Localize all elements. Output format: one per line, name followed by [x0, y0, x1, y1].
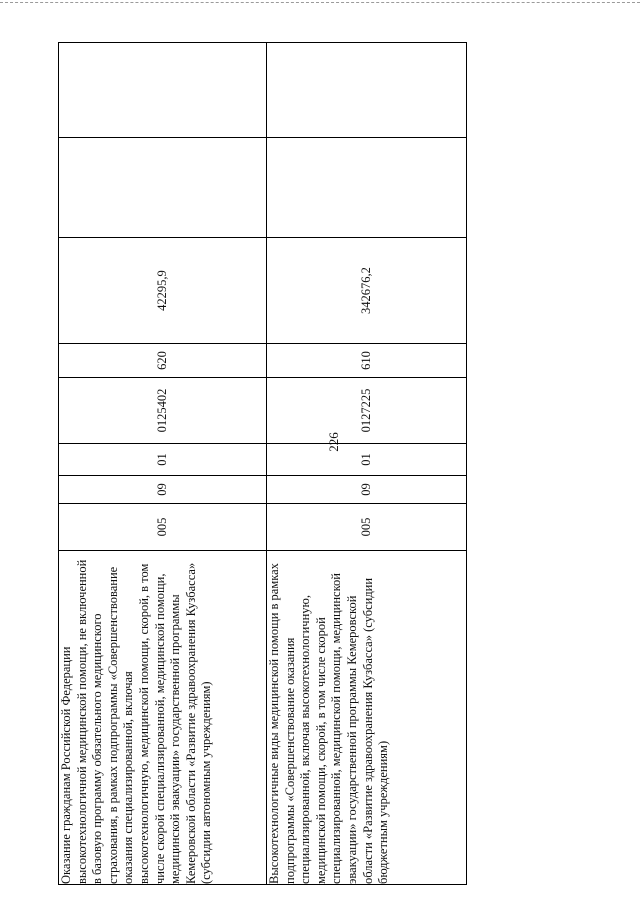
target-article-code: 0127225 — [267, 378, 467, 444]
target-article-code: 0125402 — [59, 378, 267, 444]
section-code: 09 — [59, 476, 267, 504]
empty-cell — [267, 138, 467, 238]
expense-type-code: 610 — [267, 344, 467, 378]
section-code: 09 — [267, 476, 467, 504]
subsection-code: 01 — [267, 444, 467, 476]
row-description: Оказание гражданам Российской Федерации высокотехнологичной медицинской помощи, не включенной в базовую программу обязательного медицинского страхования, в рамках подпрограммы «Совершенствование оказания специализированной, включая высокотехнологичную, медицинской помощи, скорой, в том числе скорой специализированной, медицинской помощи, медицинской эвакуации» государственной программы Кемеровской области «Развитие здравоохранения Кузбасса» (субсидии автономным учреждениям) — [59, 551, 267, 885]
expense-type-code: 620 — [59, 344, 267, 378]
ministry-code: 005 — [59, 504, 267, 551]
subsection-code: 01 — [59, 444, 267, 476]
row-description: Высокотехнологичные виды медицинской помощи в рамках подпрограммы «Совершенствование оказания специализированной, включая высокотехнологичную, медицинской помощи, скорой, в том числе скорой специализированной, медицинской помощи, медицинской эвакуации» государственной программы Кемеровской области «Развитие здравоохранения Кузбасса» (субсидии бюджетным учреждениям) — [267, 551, 467, 885]
budget-table — [58, 42, 467, 885]
amount-value: 342676,2 — [267, 238, 467, 344]
empty-cell — [267, 43, 467, 138]
amount-value: 42295,9 — [59, 238, 267, 344]
table-row — [267, 43, 467, 885]
empty-cell — [59, 138, 267, 238]
empty-cell — [59, 43, 267, 138]
page-top-rule — [0, 2, 640, 3]
rotated-table-container — [58, 43, 466, 885]
page-number: 226 — [326, 432, 341, 452]
table-row — [59, 43, 267, 885]
ministry-code: 005 — [267, 504, 467, 551]
